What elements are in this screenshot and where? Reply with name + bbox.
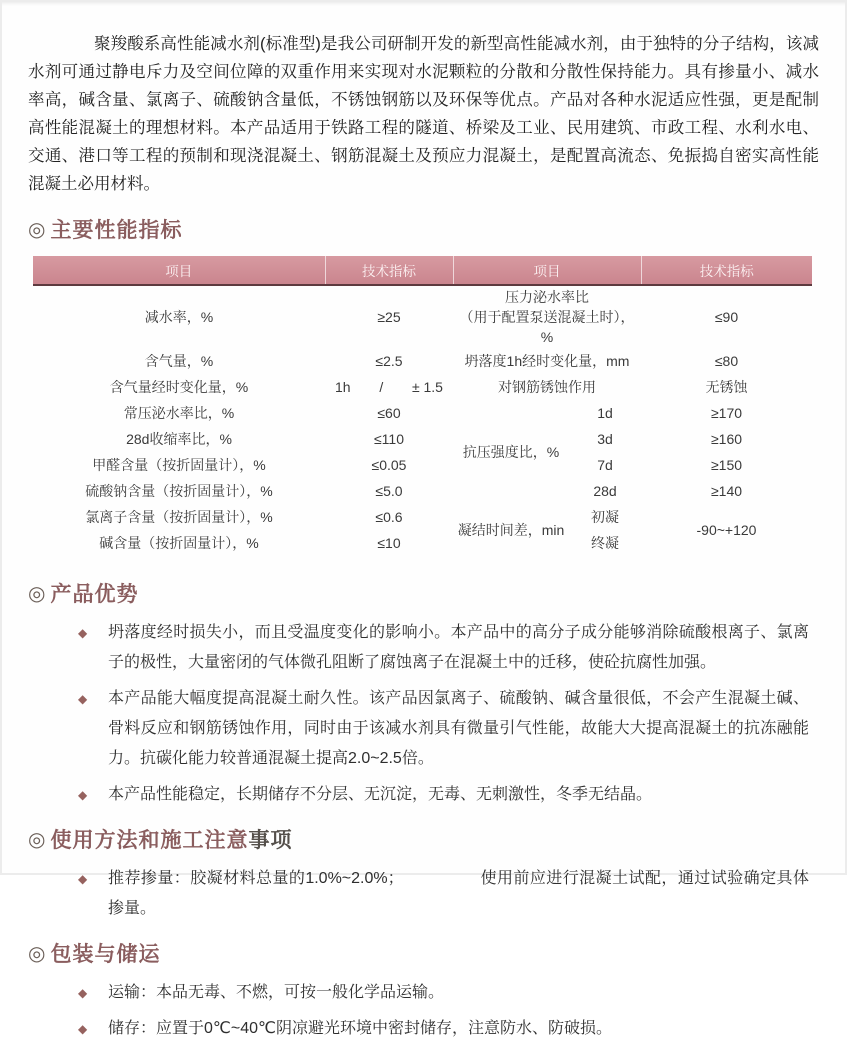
- cell-line: 压力泌水率比: [505, 289, 589, 305]
- table-cell: ≥140: [710, 483, 743, 499]
- table-header-cell: 项目: [33, 256, 325, 285]
- table-cell: 甲醛含量（按折固量计），%: [92, 457, 266, 473]
- table-cell: 氯离子含量（按折固量计），%: [85, 509, 273, 525]
- table-cell: ≥25: [377, 309, 401, 325]
- list-item-text: [108, 864, 819, 924]
- table-header-cell: 技术指标: [641, 256, 812, 285]
- section-marker-icon: ◎: [28, 582, 47, 605]
- section-marker-icon: ◎: [28, 942, 47, 965]
- section-heading-usage: [28, 824, 819, 854]
- table-cell: ≥160: [710, 431, 743, 447]
- trial-mix-text: 使用前应进行混凝土试配，通过试验确定具体掺量。: [108, 870, 809, 917]
- table-cell: 对钢筋锈蚀作用: [498, 379, 596, 395]
- list-item: [28, 780, 819, 810]
- list-item-text: 运输：本品无毒、不燃，可按一般化学品运输。: [108, 984, 445, 1001]
- diamond-bullet-icon: ◆: [78, 692, 88, 706]
- diamond-bullet-icon: ◆: [78, 626, 88, 640]
- intro-paragraph: 聚羧酸系高性能减水剂(标准型)是我公司研制开发的新型高性能减水剂，由于独特的分子结构，该减水剂可通过静电斥力及空间位障的双重作用来实现对水泥颗粒的分散和分散性保持能力。具有掺量小、减水率高，碱含量、氯离子、硫酸钠含量低，不锈蚀钢筋以及环保等优点。产品对各种水泥适应性强，更是配制高性能混凝土的理想材料。本产品适用于铁路工程的隧道、桥梁及工业、民用建筑、市政工程、水利水电、交通、港口等工程的预制和现浇混凝土、钢筋混凝土及预应力混凝土，是配置高流态、免振捣自密实高性能混凝土必用材料。: [28, 35, 819, 193]
- split-value: [327, 379, 451, 395]
- table-cell: 碱含量（按折固量计），%: [99, 535, 259, 551]
- table-cell: ≤2.5: [375, 353, 403, 369]
- cell-line: （用于配置泵送混凝土时），%: [459, 309, 635, 345]
- table-cell: 常压泌水率比，%: [123, 405, 235, 421]
- table-cell: ≤0.6: [375, 509, 403, 525]
- table-cell: ≤10: [377, 535, 401, 551]
- list-item-text: 本产品性能稳定，长期储存不分层、无沉淀，无毒、无刺激性，冬季无结晶。: [108, 786, 653, 803]
- table-cell: ≤80: [714, 353, 739, 369]
- table-cell: [325, 374, 453, 400]
- dosage-text: 推荐掺量：胶凝材料总量的1.0%~2.0%；: [108, 870, 404, 887]
- cell-part: /: [379, 379, 384, 395]
- list-item-text: 本产品能大幅度提高混凝土耐久性。该产品因氯离子、硫酸钠、碱含量很低，不会产生混凝土碱、骨料反应和钢筋锈蚀作用，同时由于该减水剂具有微量引气性能，故能大大提高混凝土的抗冻融能力。抗碳化能力较普通混凝土提高2.0~2.5倍。: [108, 690, 809, 767]
- performance-table: [33, 256, 812, 556]
- table-cell: 坍落度1h经时变化量，mm: [464, 353, 630, 369]
- section-heading-performance: [28, 214, 819, 244]
- table-cell: ≥170: [710, 405, 743, 421]
- table-cell: ≤60: [377, 405, 401, 421]
- section-title: 主要性能指标: [50, 219, 183, 242]
- cell-part: ± 1.5: [411, 379, 443, 395]
- table-cell: ≤0.05: [371, 457, 407, 473]
- section-title: 产品优势: [50, 583, 139, 606]
- table-row: [33, 348, 812, 374]
- table-cell: 28d收缩率比，%: [126, 431, 232, 447]
- table-cell: 7d: [597, 457, 613, 473]
- table-cell: 硫酸钠含量（按折固量计），%: [85, 483, 273, 499]
- table-cell: 减水率，%: [144, 309, 214, 325]
- section-marker-icon: ◎: [28, 218, 47, 241]
- diamond-bullet-icon: ◆: [78, 1022, 88, 1036]
- table-row: [33, 400, 812, 426]
- table-row: [33, 478, 812, 504]
- table-cell: ≥150: [710, 457, 743, 473]
- list-item: [28, 618, 819, 678]
- section-title-suffix: 事项: [248, 829, 293, 852]
- table-header-row: [33, 256, 812, 285]
- table-cell: 28d: [593, 483, 617, 499]
- list-item-text: 坍落度经时损失小，而且受温度变化的影响小。本产品中的高分子成分能够消除硫酸根离子、氯离子的极性，大量密闭的气体微孔阻断了腐蚀离子在混凝土中的迁移，使砼抗腐性加强。: [108, 624, 809, 671]
- section-heading-packing: [28, 938, 819, 968]
- list-item: [28, 1014, 819, 1044]
- table-row: [33, 426, 812, 452]
- table-cell: -90~+120: [696, 522, 757, 538]
- table-cell: ≤5.0: [375, 483, 403, 499]
- diamond-bullet-icon: ◆: [78, 872, 88, 886]
- table-header-cell: 技术指标: [325, 256, 453, 285]
- table-row: [33, 285, 812, 348]
- table-cell: 终凝: [591, 535, 619, 551]
- table-cell: 初凝: [591, 509, 619, 525]
- table-row: [33, 452, 812, 478]
- table-row: [33, 504, 812, 530]
- table-cell: 3d: [597, 431, 613, 447]
- table-cell: 含气量，%: [144, 353, 214, 369]
- diamond-bullet-icon: ◆: [78, 986, 88, 1000]
- table-cell: 无锈蚀: [705, 379, 748, 395]
- section-heading-advantages: [28, 578, 819, 608]
- table-cell: 凝结时间差，min: [457, 522, 565, 538]
- table-cell: 含气量经时变化量，%: [109, 379, 249, 395]
- list-item: [28, 684, 819, 774]
- section-title: 包装与储运: [50, 943, 161, 966]
- section-marker-icon: ◎: [28, 828, 47, 851]
- list-item: [28, 864, 819, 924]
- diamond-bullet-icon: ◆: [78, 788, 88, 802]
- list-item: [28, 978, 819, 1008]
- table-cell: 抗压强度比，%: [462, 444, 560, 460]
- table-cell: 1d: [597, 405, 613, 421]
- table-row: [33, 374, 812, 400]
- cell-part: 1h: [335, 379, 351, 395]
- section-title: 使用方法和施工注意: [50, 829, 249, 852]
- list-item-text: 储存：应置于0℃~40℃阴凉避光环境中密封储存，注意防水、防破损。: [108, 1020, 612, 1037]
- table-header-cell: 项目: [453, 256, 641, 285]
- table-cell: [453, 285, 641, 348]
- table-cell: ≤110: [373, 431, 404, 447]
- table-cell: ≤90: [714, 309, 739, 325]
